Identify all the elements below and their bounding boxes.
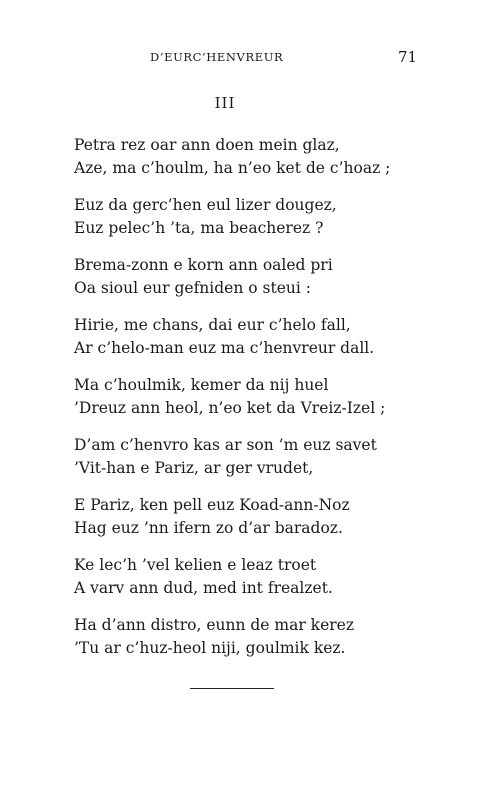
poem-line: Ma c’houlmik, kemer da nij huel [74, 376, 329, 394]
poem-line: Ar c’helo-man euz ma c’henvreur dall. [74, 339, 375, 357]
stanza-4 [74, 314, 454, 374]
poem-line: ’Dreuz ann heol, n’eo ket da Vreiz-Izel ; [74, 399, 386, 417]
poem-line: Brema-zonn e korn ann oaled pri [74, 256, 333, 274]
poem-line: Aze, ma c’houlm, ha n’eo ket de c’hoaz ; [74, 159, 391, 177]
stanza-9 [74, 614, 454, 674]
poem-line: Hirie, me chans, dai eur c’helo fall, [74, 316, 351, 334]
page-number: 71 [398, 48, 418, 66]
poem-line: Euz da gerc’hen eul lizer dougez, [74, 196, 337, 214]
poem [74, 134, 454, 674]
stanza-3 [74, 254, 454, 314]
poem-line: D’am c’henvro kas ar son ’m euz savet [74, 436, 377, 454]
running-header [0, 48, 500, 68]
poem-line: Euz pelec’h ’ta, ma beacherez ? [74, 219, 324, 237]
poem-line: E Pariz, ken pell euz Koad-ann-Noz [74, 496, 350, 514]
stanza-7 [74, 494, 454, 554]
stanza-6 [74, 434, 454, 494]
stanza-2 [74, 194, 454, 254]
stanza-1 [74, 134, 454, 194]
poem-line: Ha d’ann distro, eunn de mar kerez [74, 616, 354, 634]
stanza-5 [74, 374, 454, 434]
poem-line: ’Vit-han e Pariz, ar ger vrudet, [74, 459, 314, 477]
stanza-8 [74, 554, 454, 614]
running-title: D’EURC’HENVREUR [150, 50, 284, 64]
poem-line: Oa sioul eur gefniden o steui : [74, 279, 311, 297]
poem-line: Hag euz ’nn ifern zo d’ar baradoz. [74, 519, 343, 537]
closing-rule [190, 688, 274, 689]
poem-line: ’Tu ar c’huz-heol niji, goulmik kez. [74, 639, 346, 657]
poem-line: A varv ann dud, med int frealzet. [74, 579, 333, 597]
poem-line: Ke lec’h ’vel kelien e leaz troet [74, 556, 317, 574]
section-title: III [214, 94, 236, 112]
poem-line: Petra rez oar ann doen mein glaz, [74, 136, 340, 154]
